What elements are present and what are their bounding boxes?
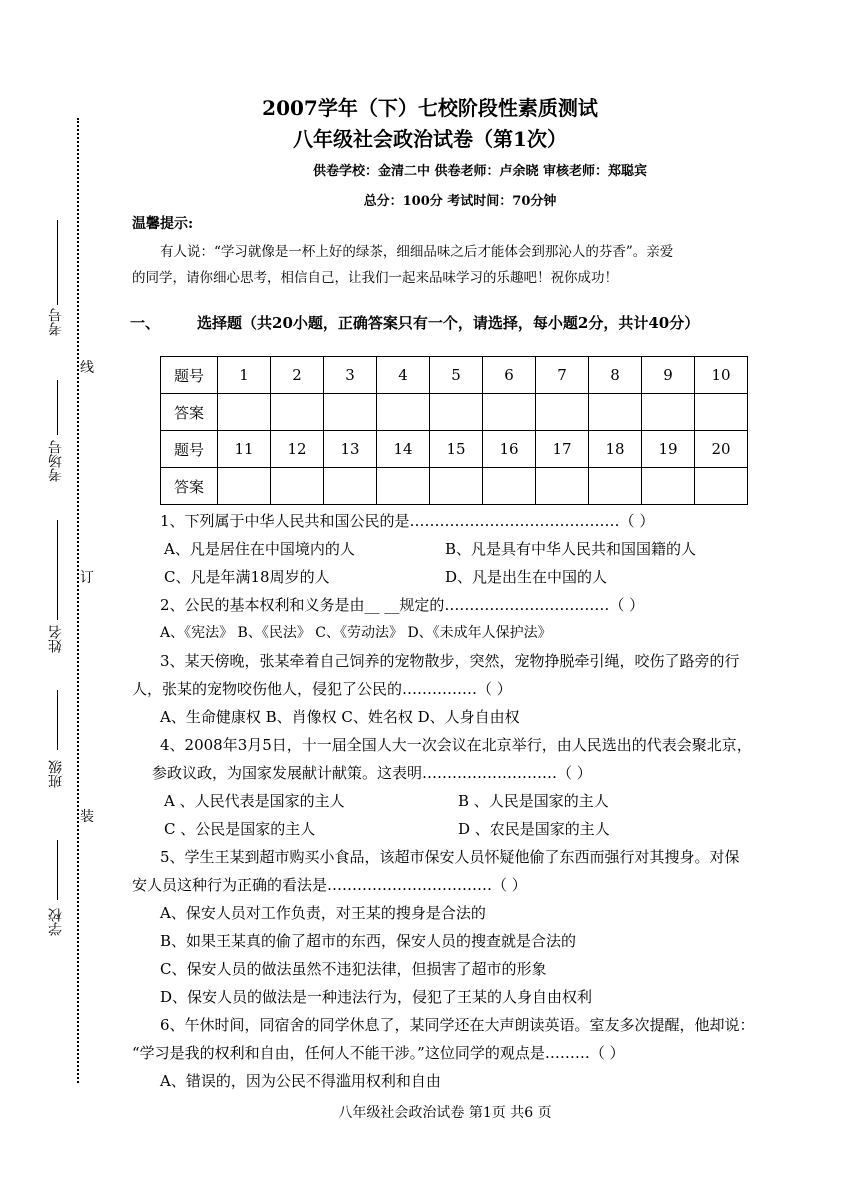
table-row <box>161 468 748 505</box>
table-cell: 1 <box>218 357 271 394</box>
option-1d: D、凡是出生在中国的人 <box>445 568 608 586</box>
answer-blank[interactable] <box>430 394 483 431</box>
option-6a: A、错误的，因为公民不得滥用权利和自由 <box>160 1072 441 1090</box>
school-blank <box>57 840 58 900</box>
answer-blank[interactable] <box>218 468 271 505</box>
table-cell: 18 <box>589 431 642 468</box>
table-cell: 5 <box>430 357 483 394</box>
option-5d: D、保安人员的做法是一种违法行为，侵犯了王某的人身自由权利 <box>160 988 593 1006</box>
option-1c: C、凡是年满18周岁的人 <box>164 568 330 586</box>
answer-blank[interactable] <box>695 468 748 505</box>
exam-no-label: 考号 <box>48 308 64 336</box>
answer-blank[interactable] <box>695 394 748 431</box>
school-label: 学校 <box>48 908 64 936</box>
option-4b: B 、人民是国家的主人 <box>458 792 609 810</box>
question-4-line-2: 参政议政，为国家发展献计献策。这表明………………………（ ） <box>152 764 592 782</box>
answer-blank[interactable] <box>377 468 430 505</box>
table-cell: 13 <box>324 431 377 468</box>
table-cell: 8 <box>589 357 642 394</box>
option-5b: B、如果王某真的偷了超市的东西，保安人员的搜查就是合法的 <box>160 932 577 950</box>
answer-blank[interactable] <box>483 468 536 505</box>
answer-blank[interactable] <box>536 394 589 431</box>
exam-subtitle: 八年级社会政治试卷（第1次） <box>293 127 567 151</box>
question-6-line-1: 6、午休时间，同宿舍的同学休息了，某同学还在大声朗读英语。室友多次提醒，他却说： <box>160 1016 755 1034</box>
page-footer: 八年级社会政治试卷 第1页 共6 页 <box>338 1105 552 1121</box>
answer-blank[interactable] <box>218 394 271 431</box>
tip-label: 温馨提示: <box>132 216 194 232</box>
table-cell: 12 <box>271 431 324 468</box>
class-blank <box>57 690 58 750</box>
answer-blank[interactable] <box>377 394 430 431</box>
score-time-info: 总分：100分 考试时间：70分钟 <box>363 194 557 209</box>
answer-blank[interactable] <box>642 468 695 505</box>
room-no-blank <box>57 380 58 435</box>
table-cell-label: 题号 <box>161 431 218 468</box>
table-cell: 7 <box>536 357 589 394</box>
answer-blank[interactable] <box>483 394 536 431</box>
options-2: A、《宪法》 B、《民法》 C、《劳动法》 D、《未成年人保护法》 <box>160 625 552 641</box>
options-3: A、生命健康权 B、肖像权 C、姓名权 D、人身自由权 <box>160 708 520 726</box>
table-cell: 10 <box>695 357 748 394</box>
option-1b: B、凡是具有中华人民共和国国籍的人 <box>445 540 697 558</box>
table-row <box>161 357 748 394</box>
question-5-line-2: 安人员这种行为正确的看法是……………………………（ ） <box>132 876 527 894</box>
option-4d: D 、农民是国家的主人 <box>458 820 610 838</box>
answer-blank[interactable] <box>271 394 324 431</box>
question-3-line-1: 3、某天傍晚，张某牵着自己饲养的宠物散步，突然，宠物挣脱牵引绳，咬伤了路旁的行 <box>160 652 740 670</box>
side-char-zhuang: 装 <box>80 809 94 825</box>
question-3-line-2: 人，张某的宠物咬伤他人，侵犯了公民的……………（ ） <box>132 680 512 698</box>
exam-no-blank <box>57 220 58 305</box>
table-cell: 16 <box>483 431 536 468</box>
binding-dotted-line <box>77 118 79 1083</box>
exam-title: 2007学年（下）七校阶段性素质测试 <box>262 96 598 120</box>
name-blank <box>57 520 58 620</box>
side-char-ding: 订 <box>80 570 94 586</box>
answer-blank[interactable] <box>589 394 642 431</box>
table-cell: 19 <box>642 431 695 468</box>
table-row <box>161 394 748 431</box>
table-cell: 2 <box>271 357 324 394</box>
answer-blank[interactable] <box>271 468 324 505</box>
answer-blank[interactable] <box>536 468 589 505</box>
table-row <box>161 431 748 468</box>
answer-blank[interactable] <box>324 394 377 431</box>
section-heading: 选择题（共20小题，正确答案只有一个，请选择，每小题2分，共计40分） <box>197 314 700 332</box>
answer-blank[interactable] <box>642 394 695 431</box>
name-label: 姓名 <box>48 625 64 653</box>
option-1a: A、凡是居住在中国境内的人 <box>164 540 355 558</box>
answer-blank[interactable] <box>324 468 377 505</box>
answer-table <box>160 356 748 505</box>
table-cell-label: 答案 <box>161 394 218 431</box>
table-cell: 15 <box>430 431 483 468</box>
question-1: 1、下列属于中华人民共和国公民的是……………………………………（ ） <box>160 512 655 530</box>
table-cell: 3 <box>324 357 377 394</box>
table-cell: 9 <box>642 357 695 394</box>
question-6-line-2: “学习是我的权利和自由，任何人不能干涉。”这位同学的观点是………（ ） <box>132 1044 625 1062</box>
question-5-line-1: 5、学生王某到超市购买小食品，该超市保安人员怀疑他偷了东西而强行对其搜身。对保 <box>160 848 740 866</box>
option-5a: A、保安人员对工作负责，对王某的搜身是合法的 <box>160 904 486 922</box>
table-cell-label: 答案 <box>161 468 218 505</box>
tip-line-1: 有人说：“学习就像是一杯上好的绿茶，细细品味之后才能体会到那沁人的芬香”。亲爱 <box>160 244 674 260</box>
side-char-line: 线 <box>80 360 94 376</box>
table-cell: 20 <box>695 431 748 468</box>
table-cell: 11 <box>218 431 271 468</box>
room-no-label: 考场号 <box>48 440 64 482</box>
question-2: 2、公民的基本权利和义务是由__ __规定的……………………………（ ） <box>160 596 645 614</box>
class-label: 班级 <box>48 760 64 788</box>
option-5c: C、保安人员的做法虽然不违犯法律，但损害了超市的形象 <box>160 960 547 978</box>
answer-blank[interactable] <box>589 468 642 505</box>
table-cell: 17 <box>536 431 589 468</box>
option-4c: C 、公民是国家的主人 <box>164 820 316 838</box>
tip-line-2: 的同学，请你细心思考，相信自己，让我们一起来品味学习的乐趣吧！祝你成功！ <box>132 270 618 286</box>
table-cell: 14 <box>377 431 430 468</box>
answer-blank[interactable] <box>430 468 483 505</box>
option-4a: A 、人民代表是国家的主人 <box>164 792 345 810</box>
question-4-line-1: 4、2008年3月5日，十一届全国人大一次会议在北京举行，由人民选出的代表会聚北京， <box>160 736 752 754</box>
table-cell: 6 <box>483 357 536 394</box>
author-info: 供卷学校：金清二中 供卷老师：卢余晓 审核老师：郑聪宾 <box>312 164 648 179</box>
table-cell: 4 <box>377 357 430 394</box>
table-cell-label: 题号 <box>161 357 218 394</box>
section-number: 一、 <box>130 314 161 332</box>
